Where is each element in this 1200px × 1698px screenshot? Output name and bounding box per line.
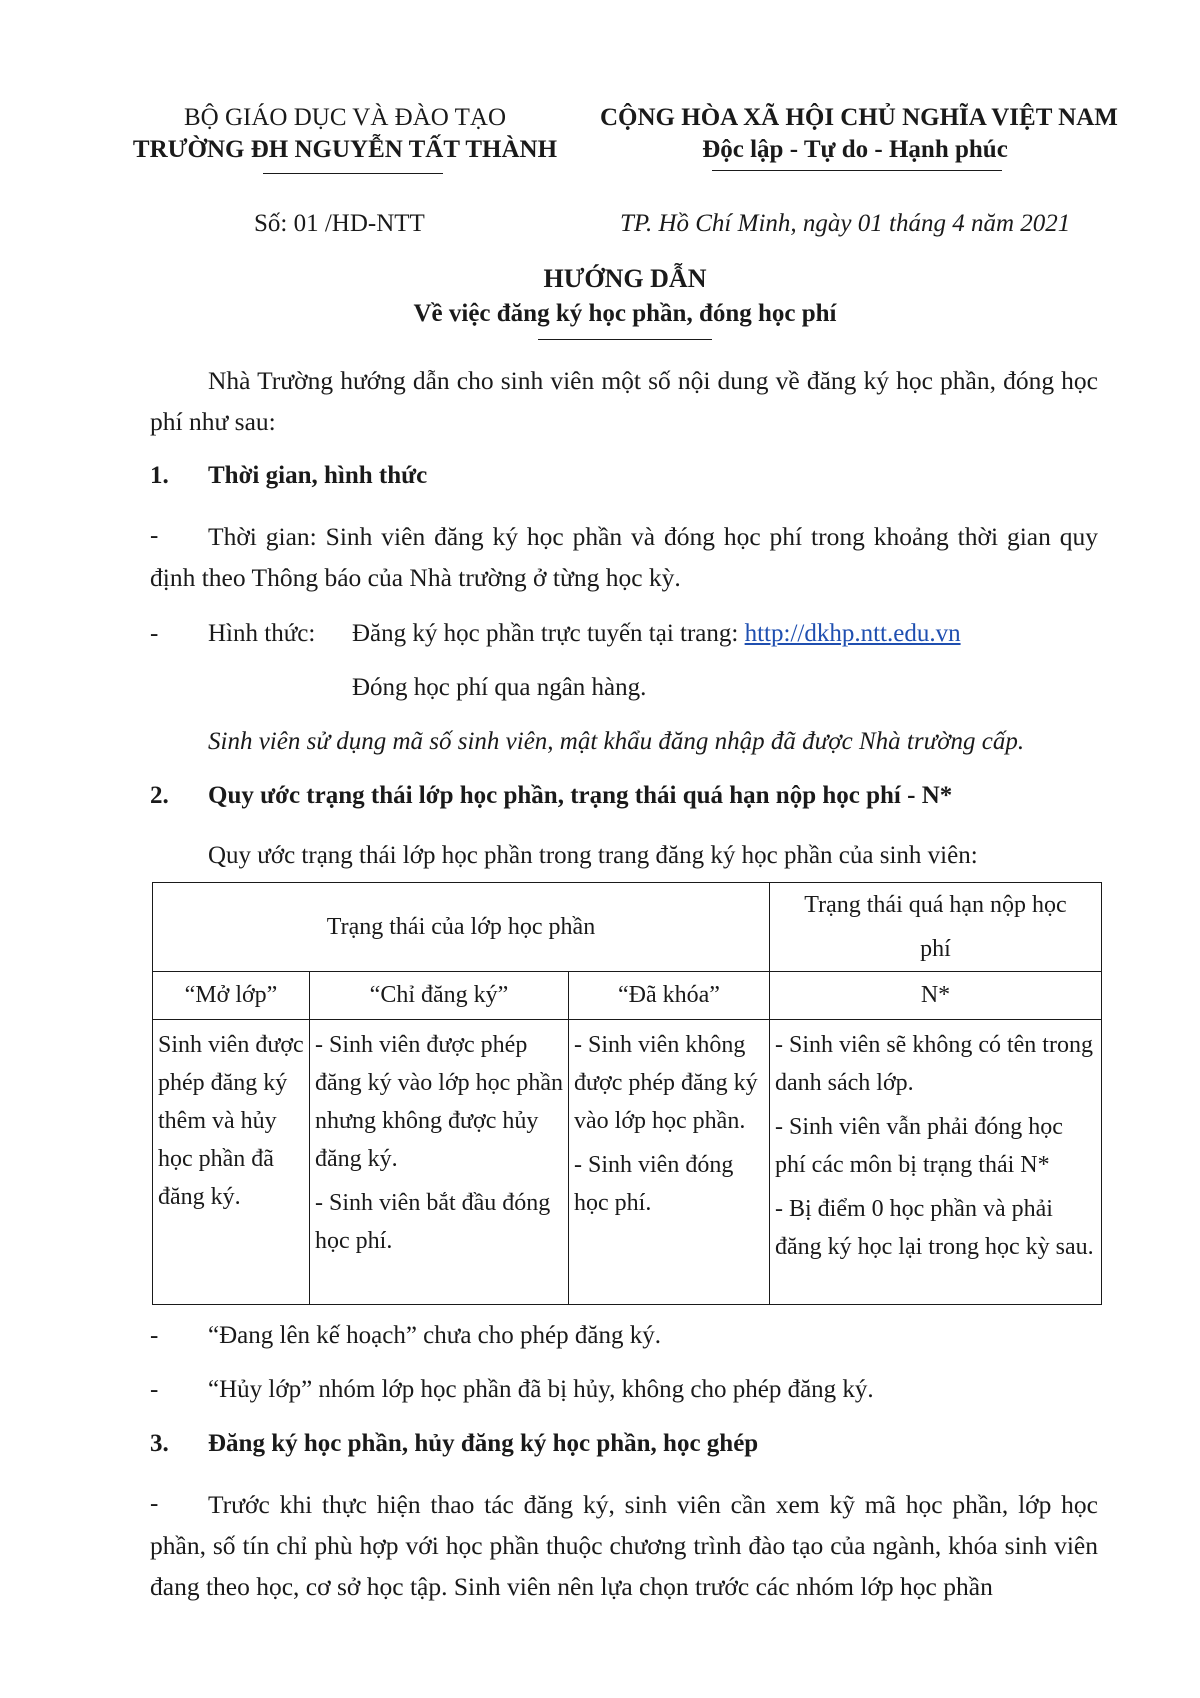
- form-line-online: [352, 620, 961, 648]
- section1-time-text: Thời gian: Sinh viên đăng ký học phần và đóng học phí trong khoảng thời gian quy định theo Thông báo của Nhà trường ở từng học kỳ.: [150, 522, 1098, 592]
- section1-heading: Thời gian, hình thức: [208, 462, 428, 489]
- intro-text: Nhà Trường hướng dẫn cho sinh viên một số nội dung về đăng ký học phần, đóng học phí như sau:: [150, 366, 1098, 436]
- section2-intro: Quy ước trạng thái lớp học phần trong trang đăng ký học phần của sinh viên:: [208, 842, 978, 869]
- cell-register-only: [310, 1020, 569, 1305]
- motto-underline: [712, 170, 1002, 171]
- university-name: TRƯỜNG ĐH NGUYỄN TẤT THÀNH: [132, 136, 558, 163]
- cell-text: - Sinh viên không được phép đăng ký vào lớp học phần.: [574, 1032, 758, 1134]
- form-label: Hình thức:: [208, 620, 316, 647]
- republic-name: CỘNG HÒA XÃ HỘI CHỦ NGHĨA VIỆT NAM: [600, 104, 1118, 131]
- cell-text: - Sinh viên đóng học phí.: [574, 1152, 734, 1216]
- section2-heading: Quy ước trạng thái lớp học phần, trạng thái quá hạn nộp học phí - N*: [208, 782, 953, 809]
- cell-overdue: [770, 1020, 1102, 1305]
- col-open: “Mở lớp”: [153, 972, 310, 1020]
- section3-number: 3.: [150, 1430, 169, 1457]
- document-number: Số: 01 /HD-NTT: [254, 210, 425, 237]
- section3-bullet1-text: Trước khi thực hiện thao tác đăng ký, sinh viên cần xem kỹ mã học phần, lớp học phần, số tín chỉ phù hợp với học phần thuộc chương trình đào tạo của ngành, khóa sinh viên đang theo học, cơ sở học tập. Sinh viên nên lựa chọn trước các nhóm lớp học phần: [150, 1490, 1098, 1601]
- bullet-dash: -: [150, 1322, 159, 1349]
- table-header-row: [153, 883, 1102, 972]
- registration-link[interactable]: http://dkhp.ntt.edu.vn: [744, 620, 961, 647]
- document-subtitle: Về việc đăng ký học phần, đóng học phí: [413, 300, 837, 327]
- section2-number: 2.: [150, 782, 169, 809]
- bullet-dash: -: [150, 1376, 159, 1403]
- status-table: [152, 882, 1102, 1305]
- table-column-row: [153, 972, 1102, 1020]
- section3-heading: Đăng ký học phần, hủy đăng ký học phần, học ghép: [208, 1430, 759, 1457]
- subtitle-underline: [538, 339, 712, 340]
- col-overdue: N*: [770, 972, 1102, 1020]
- form-online-text: Đăng ký học phần trực tuyến tại trang:: [352, 620, 739, 647]
- cell-text: - Sinh viên được phép đăng ký vào lớp học phần nhưng không được hủy đăng ký.: [315, 1032, 563, 1172]
- col-locked: “Đã khóa”: [569, 972, 770, 1020]
- section2-bullet1: “Đang lên kế hoạch” chưa cho phép đăng ký.: [208, 1322, 661, 1349]
- place-date: TP. Hồ Chí Minh, ngày 01 tháng 4 năm 2021: [620, 210, 1071, 237]
- table-row: [153, 1020, 1102, 1305]
- form-line-bank: Đóng học phí qua ngân hàng.: [352, 674, 647, 701]
- cell-text: Sinh viên được phép đăng ký thêm và hủy học phần đã đăng ký.: [158, 1032, 304, 1210]
- cell-text: - Bị điểm 0 học phần và phải đăng ký học lại trong học kỳ sau.: [775, 1196, 1094, 1260]
- group-header: Trạng thái của lớp học phần: [153, 883, 770, 972]
- col-register-only: “Chỉ đăng ký”: [310, 972, 569, 1020]
- cell-open: [153, 1020, 310, 1305]
- national-motto: Độc lập - Tự do - Hạnh phúc: [702, 136, 1008, 163]
- section1-number: 1.: [150, 462, 169, 489]
- section1-time-bullet: [150, 516, 1098, 598]
- document-title: HƯỚNG DẪN: [543, 264, 707, 293]
- cell-text: - Sinh viên sẽ không có tên trong danh sách lớp.: [775, 1032, 1093, 1096]
- intro-paragraph: [150, 360, 1098, 442]
- university-underline: [263, 173, 443, 174]
- bullet-dash: -: [150, 522, 159, 549]
- overdue-header: Trạng thái quá hạn nộp học phí: [770, 883, 1102, 972]
- section2-bullet2: “Hủy lớp” nhóm lớp học phần đã bị hủy, không cho phép đăng ký.: [208, 1376, 874, 1403]
- section3-bullet1: [150, 1484, 1098, 1607]
- cell-text: - Sinh viên bắt đầu đóng học phí.: [315, 1190, 551, 1254]
- cell-text: - Sinh viên vẫn phải đóng học phí các môn bị trạng thái N*: [775, 1114, 1063, 1178]
- ministry-name: BỘ GIÁO DỤC VÀ ĐÀO TẠO: [184, 104, 506, 131]
- bullet-dash: -: [150, 1490, 159, 1517]
- login-note: Sinh viên sử dụng mã số sinh viên, mật khẩu đăng nhập đã được Nhà trường cấp.: [208, 728, 1025, 755]
- bullet-dash: -: [150, 620, 159, 647]
- cell-locked: [569, 1020, 770, 1305]
